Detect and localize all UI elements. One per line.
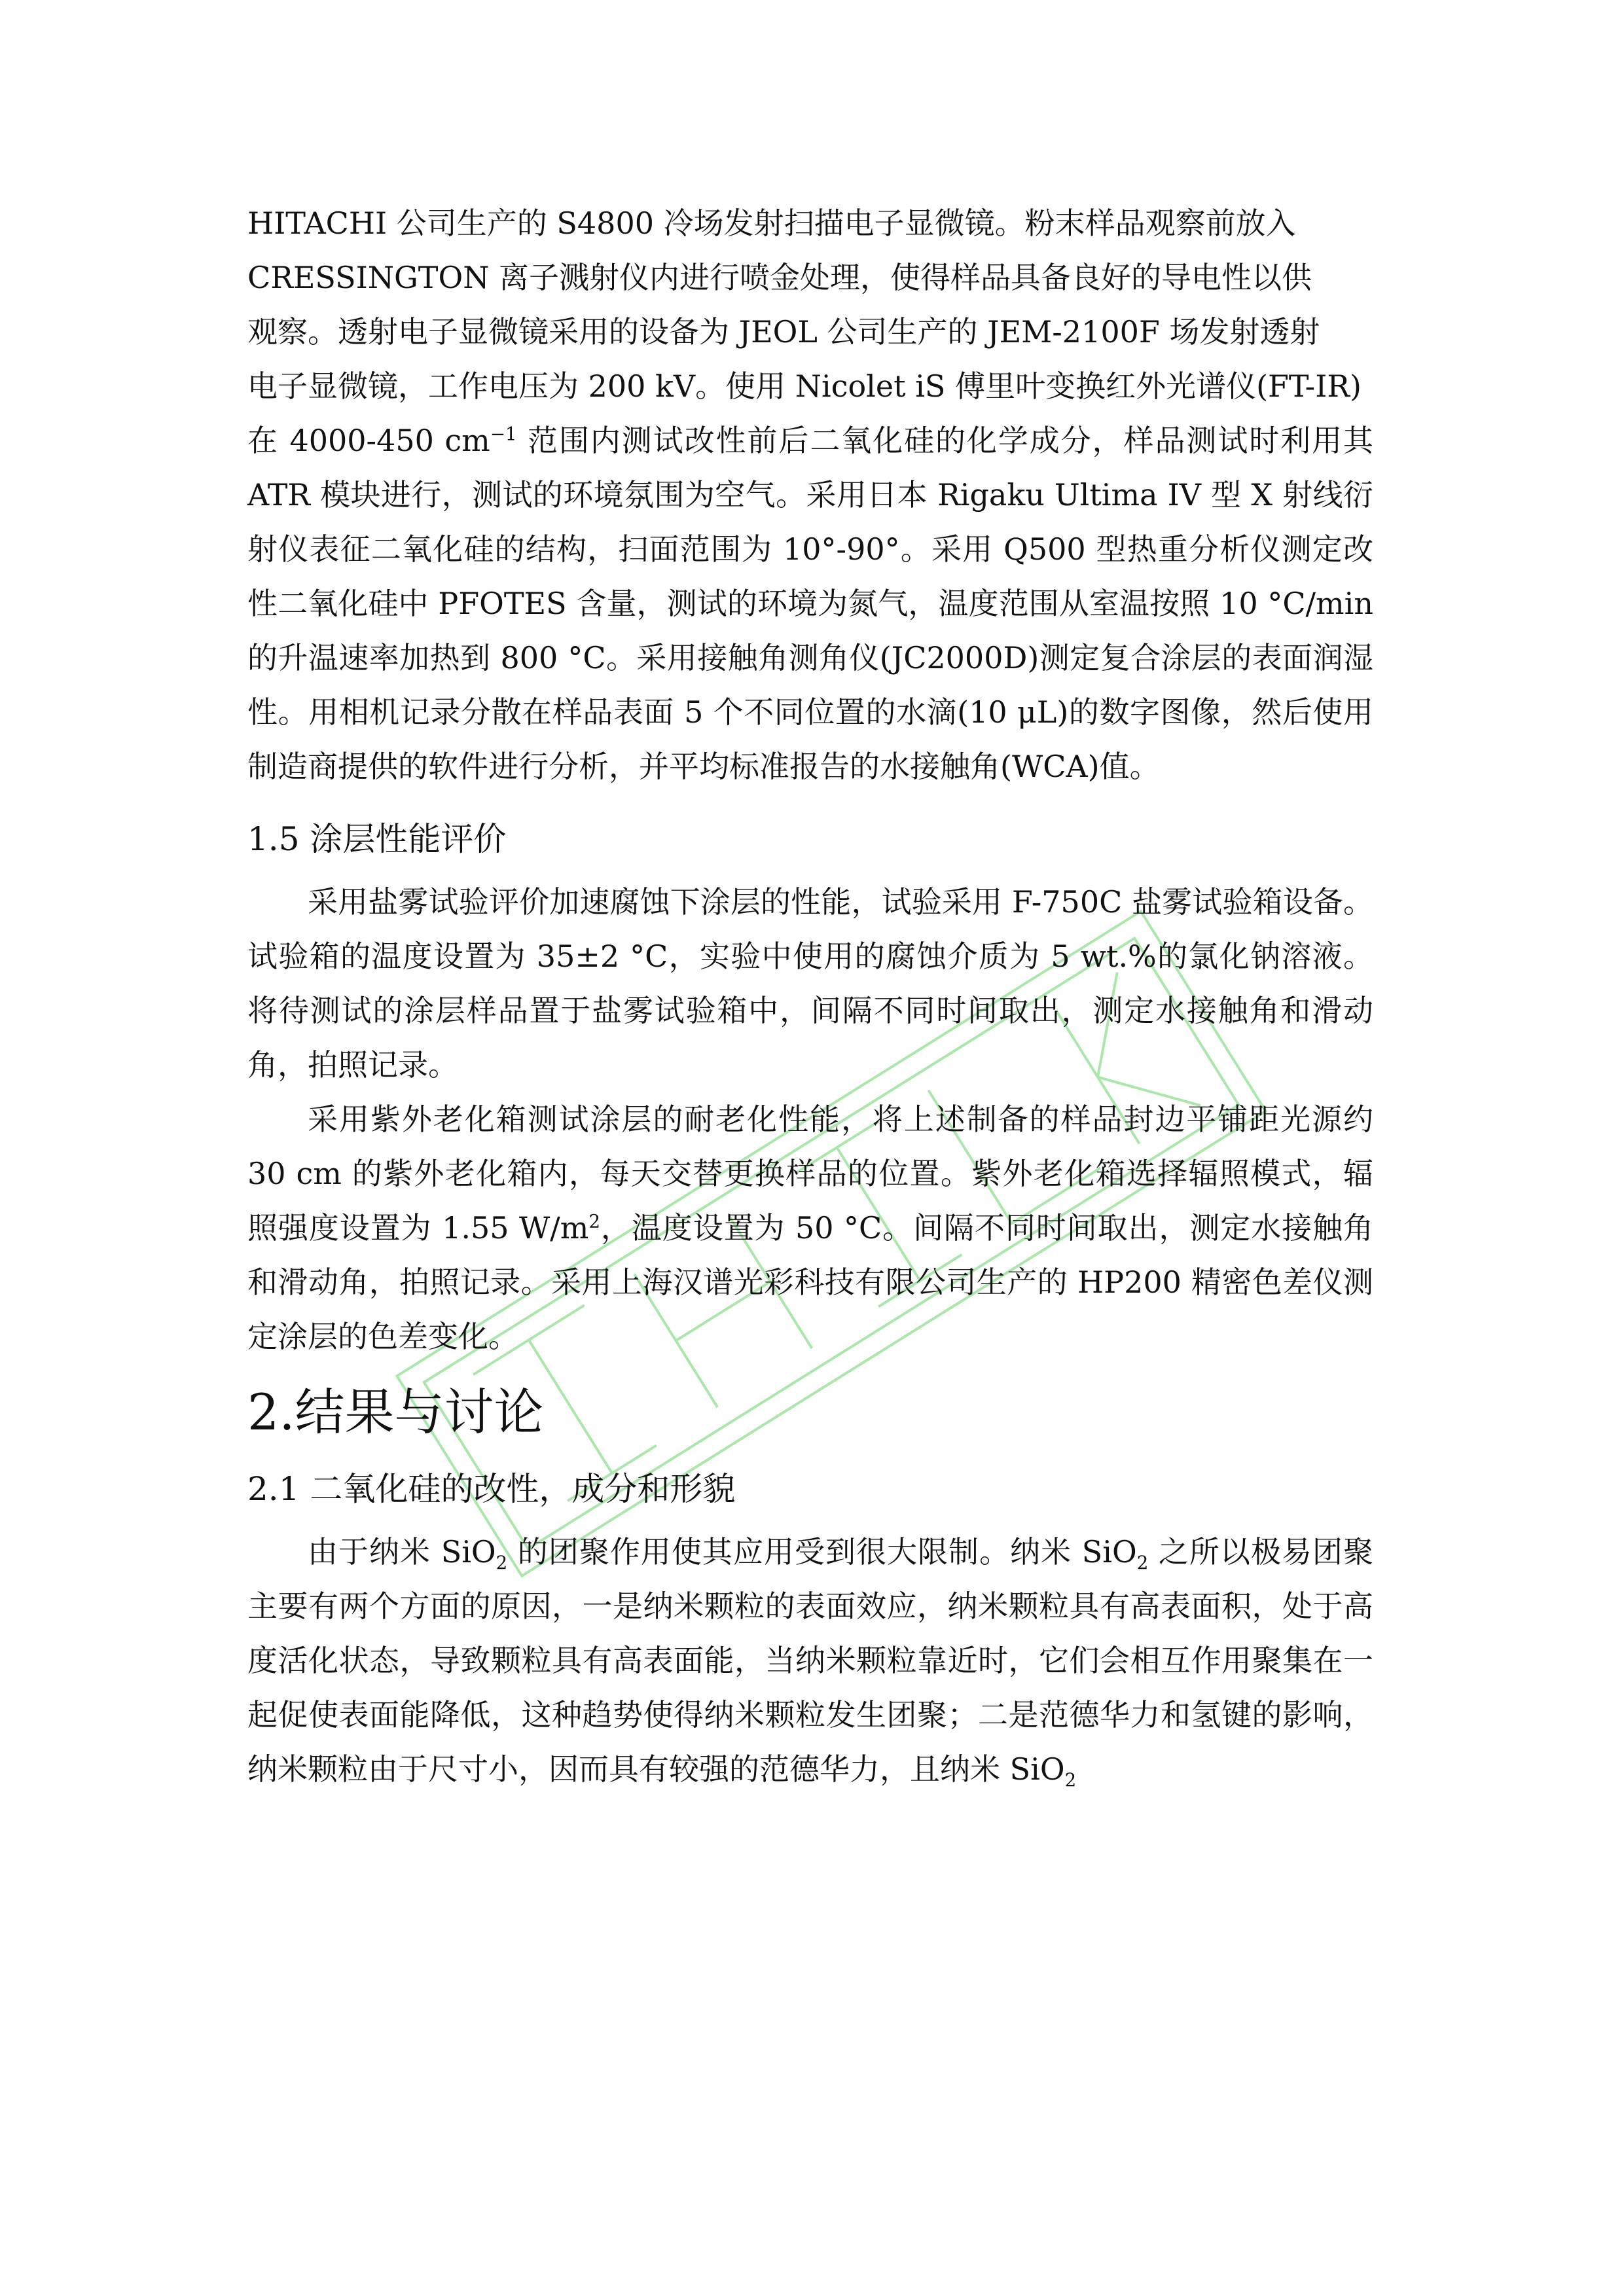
paragraph-uv-aging: 采用紫外老化箱测试涂层的耐老化性能，将上述制备的样品封边平铺距光源约 30 cm 的紫外老化箱内，每天交替更换样品的位置。紫外老化箱选择辐照模式，辐照强度设置为 1.55 $W/m^2$，温度设置为 50 °C。间隔不同时间取出，测定水接触角和滑动角，拍照记录。采用上海汉谱光彩科技有限公司生产的 HP200 精密色差仪测定涂层的色差变化。	[247, 1102, 1373, 1354]
paragraph-salt-spray: 采用盐雾试验评价加速腐蚀下涂层的性能，试验采用 F-750C 盐雾试验箱设备。试验箱的温度设置为 35±2 °C，实验中使用的腐蚀介质为 5 wt.%的氯化钠溶液。将待测试的涂层样品置于盐雾试验箱中，间隔不同时间取出，测定水接触角和滑动角，拍照记录。	[247, 884, 1373, 1083]
paragraph-methods-characterization: HITACHI 公司生产的 S4800 冷场发射扫描电子显微镜。粉末样品观察前放入 CRESSINGTON 离子溅射仪内进行喷金处理，使得样品具备良好的导电性以供 观察。透射电子显微镜采用的设备为 JEOL 公司生产的 JEM-2100F 场发射透射 电子显微镜，工作电压为 200 kV。使用 Nicolet iS 傅里叶变换红外光谱仪(FT-IR) 在 4000-450 $cm^{-1}$ 范围内测试改性前后二氧化硅的化学成分，样品测试时利用其 ATR 模块进行，测试的环境氛围为空气。采用日本 Rigaku Ultima IV 型 X 射线衍射仪表征二氧化硅的结构，扫面范围为 10°-90°。采用 Q500 型热重分析仪测定改性二氧化硅中 PFOTES 含量，测试的环境为氮气，温度范围从室温按照 10 °C/min 的升温速率加热到 800 °C。采用接触角测角仪(JC2000D)测定复合涂层的表面润湿性。用相机记录分散在样品表面 5 个不同位置的水滴(10 μL)的数字图像，然后使用制造商提供的软件进行分析，并平均标准报告的水接触角(WCA)值。	[247, 206, 1373, 784]
paragraph-sio2-agglomeration: 由于纳米 SiO$_2$ 的团聚作用使其应用受到很大限制。纳米 SiO$_2$ 之所以极易团聚主要有两个方面的原因，一是纳米颗粒的表面效应，纳米颗粒具有高表面积，处于高度活化状态，导致颗粒具有高表面能，当纳米颗粒靠近时，它们会相互作用聚集在一起促使表面能降低，这种趋势使得纳米颗粒发生团聚；二是范德华力和氢键的影响，纳米颗粒由于尺寸小，因而具有较强的范德华力，且纳米 SiO$_2$	[247, 1534, 1373, 1791]
section-heading-2: 2.结果与讨论	[247, 1383, 544, 1441]
section-heading-2-1: 2.1 二氧化硅的改性，成分和形貌	[247, 1470, 736, 1508]
main-text	[247, 196, 1373, 1797]
section-heading-1-5: 1.5 涂层性能评价	[247, 820, 507, 858]
